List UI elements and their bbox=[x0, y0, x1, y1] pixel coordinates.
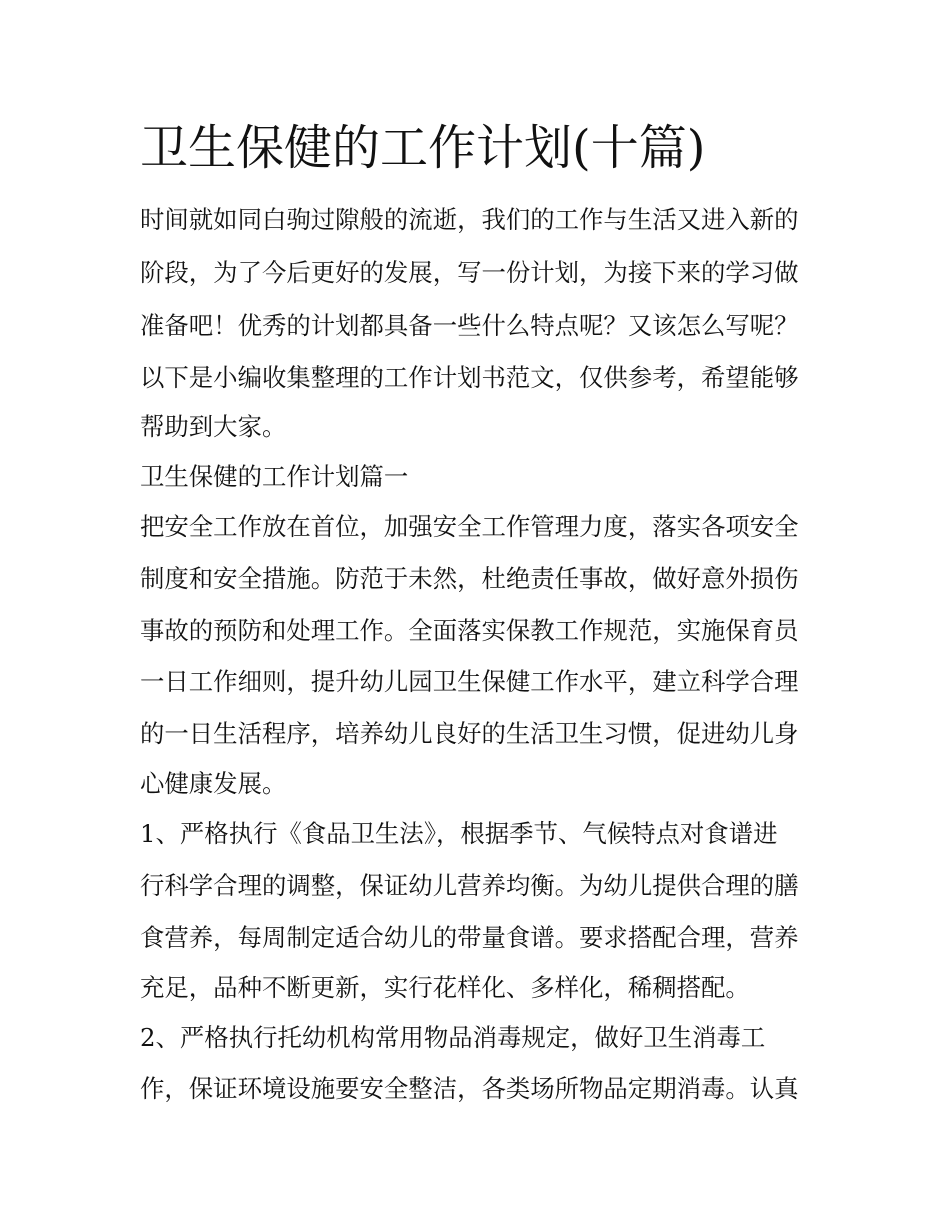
section-heading: 卫生保健的工作计划篇一 bbox=[140, 462, 409, 491]
intro-line-3: 准备吧！优秀的计划都具备一些什么特点呢？又该怎么写呢？ bbox=[140, 311, 799, 340]
paragraph-line-3: 事故的预防和处理工作。全面落实保教工作规范，实施保育员 bbox=[140, 616, 799, 645]
intro-line-4: 以下是小编收集整理的工作计划书范文，仅供参考，希望能够 bbox=[140, 363, 799, 392]
intro-line-1: 时间就如同白驹过隙般的流逝，我们的工作与生活又进入新的 bbox=[140, 205, 799, 234]
item1-line-2: 行科学合理的调整，保证幼儿营养均衡。为幼儿提供合理的膳 bbox=[140, 871, 799, 900]
paragraph-line-5: 的一日生活程序，培养幼儿良好的生活卫生习惯，促进幼儿身 bbox=[140, 719, 799, 748]
item1-line-1: 1、严格执行《食品卫生法》，根据季节、气候特点对食谱进 bbox=[140, 819, 778, 848]
paragraph-line-4: 一日工作细则，提升幼儿园卫生保健工作水平，建立科学合理 bbox=[140, 667, 799, 696]
paragraph-line-2: 制度和安全措施。防范于未然，杜绝责任事故，做好意外损伤 bbox=[140, 564, 799, 593]
intro-line-2: 阶段，为了今后更好的发展，写一份计划，为接下来的学习做 bbox=[140, 258, 799, 287]
item1-line-3: 食营养，每周制定适合幼儿的带量食谱。要求搭配合理，营养 bbox=[140, 923, 799, 952]
item1-line-4: 充足，品种不断更新，实行花样化、多样化，稀稠搭配。 bbox=[140, 973, 750, 1002]
document-title: 卫生保健的工作计划(十篇) bbox=[140, 120, 706, 176]
item2-line-2: 作，保证环境设施要安全整洁，各类场所物品定期消毒。认真 bbox=[140, 1074, 799, 1103]
paragraph-line-6: 心健康发展。 bbox=[140, 769, 287, 798]
paragraph-line-1: 把安全工作放在首位，加强安全工作管理力度，落实各项安全 bbox=[140, 512, 799, 541]
intro-line-5: 帮助到大家。 bbox=[140, 412, 287, 441]
item2-line-1: 2、严格执行托幼机构常用物品消毒规定，做好卫生消毒工 bbox=[140, 1023, 766, 1052]
